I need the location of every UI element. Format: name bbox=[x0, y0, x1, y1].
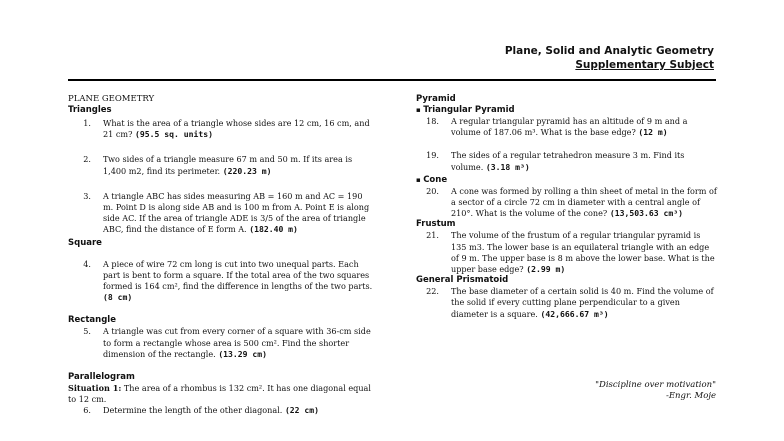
question-text bbox=[103, 154, 374, 176]
answer: (13.29 cm) bbox=[218, 348, 268, 359]
question-text bbox=[451, 116, 718, 138]
question-body: A regular triangular pyramid has an altitude of 9 m and a volume of 187.06 m³. What is the base edge? bbox=[451, 116, 688, 138]
header-title: Plane, Solid and Analytic Geometry bbox=[504, 45, 714, 57]
question-number: 20. bbox=[426, 185, 439, 196]
answer: (12 m) bbox=[638, 127, 668, 138]
heading-triangular-pyramid: ▪ Triangular Pyramid bbox=[416, 105, 718, 116]
question-number: 1. bbox=[83, 118, 91, 128]
question-4 bbox=[68, 259, 374, 304]
heading-pyramid: Pyramid bbox=[416, 94, 456, 104]
question-number: 19. bbox=[426, 150, 439, 161]
question-2 bbox=[68, 154, 374, 176]
question-body: The base diameter of a certain solid is 40 m. Find the volume of the solid if every cutting plane perpendicular to a given diameter is a square. bbox=[451, 286, 714, 319]
situation-label: Situation 1: bbox=[68, 383, 122, 394]
right-column bbox=[416, 94, 718, 320]
question-number: 18. bbox=[426, 116, 439, 126]
question-text bbox=[451, 230, 718, 275]
heading-cone: ▪ Cone bbox=[416, 175, 718, 186]
question-20 bbox=[416, 186, 718, 220]
header-rule bbox=[68, 79, 716, 81]
answer: (3.18 m³) bbox=[485, 161, 530, 172]
question-text bbox=[103, 326, 374, 360]
question-number: 6. bbox=[83, 405, 91, 416]
question-6 bbox=[68, 405, 374, 416]
quote-text: "Discipline over motivation" bbox=[595, 380, 716, 390]
question-body: A triangle was cut from every corner of a square with 36-cm side to form a rectangle whose area is 500 cm². Find the shorter dimension of the rectangle. bbox=[103, 326, 371, 359]
answer: (2.99 m) bbox=[526, 264, 566, 275]
question-body: Determine the length of the other diagonal. bbox=[103, 405, 283, 416]
question-body: A piece of wire 72 cm long is cut into two unequal parts. Each part is bent to form a square. If the total area of the two squares formed is 164 cm², find the difference in lengths of the two parts. bbox=[103, 258, 373, 292]
situation-text: The area of a rhombus is 132 cm². It has one diagonal equal to 12 cm. bbox=[68, 383, 371, 405]
heading-square: Square bbox=[68, 237, 102, 248]
question-number: 2. bbox=[83, 154, 91, 165]
question-number: 4. bbox=[83, 258, 91, 269]
question-22 bbox=[416, 286, 718, 320]
answer: (8 cm) bbox=[103, 292, 133, 303]
question-text bbox=[451, 150, 718, 172]
question-body: What is the area of a triangle whose sides are 12 cm, 16 cm, and 21 cm? bbox=[103, 118, 370, 140]
question-body: The sides of a regular tetrahedron measure 3 m. Find its volume. bbox=[451, 150, 685, 172]
question-body: A triangle ABC has sides measuring AB = 160 m and AC = 190 m. Point D is along side AB and is 100 m from A. Point E is along side AC. If the area of triangle ADE is 3/5 of the area of triangle ABC, find the distance of E form A. bbox=[103, 190, 370, 235]
question-19 bbox=[416, 150, 718, 172]
answer: (22 cm) bbox=[284, 405, 320, 416]
question-number: 5. bbox=[83, 326, 91, 337]
document-header bbox=[505, 44, 714, 72]
question-text bbox=[103, 405, 374, 416]
situation-1 bbox=[68, 383, 374, 405]
answer: (220.23 m) bbox=[222, 165, 272, 176]
answer: (182.40 m) bbox=[249, 224, 298, 235]
question-body: Two sides of a triangle measure 67 m and 50 m. If its area is 1,400 m2, find its perimeter. bbox=[103, 154, 353, 176]
question-text bbox=[103, 259, 374, 304]
section-title: PLANE GEOMETRY bbox=[68, 94, 155, 104]
answer: (13,503.63 cm³) bbox=[609, 208, 683, 219]
answer: (95.5 sq. units) bbox=[135, 129, 213, 140]
heading-general-prismatoid: General Prismatoid bbox=[416, 275, 509, 286]
question-body: A cone was formed by rolling a thin sheet of metal in the form of a sector of a circle 72 cm in diameter with a central angle of 210°. What is the volume of the cone? bbox=[451, 185, 717, 219]
question-number: 3. bbox=[83, 190, 91, 201]
header-subtitle: Supplementary Subject bbox=[575, 59, 714, 71]
heading-frustum: Frustum bbox=[416, 219, 456, 230]
question-number: 22. bbox=[426, 286, 439, 297]
question-21 bbox=[416, 230, 718, 275]
question-5 bbox=[68, 326, 374, 360]
heading-rectangle: Rectangle bbox=[68, 315, 116, 326]
heading-parallelogram: Parallelogram bbox=[68, 372, 135, 383]
left-column bbox=[68, 94, 374, 417]
quote-author: -Engr. Moje bbox=[665, 391, 716, 401]
question-text bbox=[103, 191, 374, 236]
motivational-quote bbox=[595, 380, 716, 402]
question-text bbox=[451, 186, 718, 220]
heading-triangles: Triangles bbox=[68, 105, 112, 115]
question-3 bbox=[68, 191, 374, 236]
question-body: The volume of the frustum of a regular triangular pyramid is 135 m3. The lower base is an equilateral triangle with an edge of 9 m. The upper base is 8 m above the lower base. What is the upper base edge? bbox=[451, 230, 715, 275]
answer: (42,666.67 m³) bbox=[540, 308, 609, 319]
question-text bbox=[103, 118, 374, 140]
question-text bbox=[451, 286, 718, 320]
question-18 bbox=[416, 116, 718, 138]
question-number: 21. bbox=[426, 230, 439, 241]
question-1 bbox=[68, 118, 374, 140]
